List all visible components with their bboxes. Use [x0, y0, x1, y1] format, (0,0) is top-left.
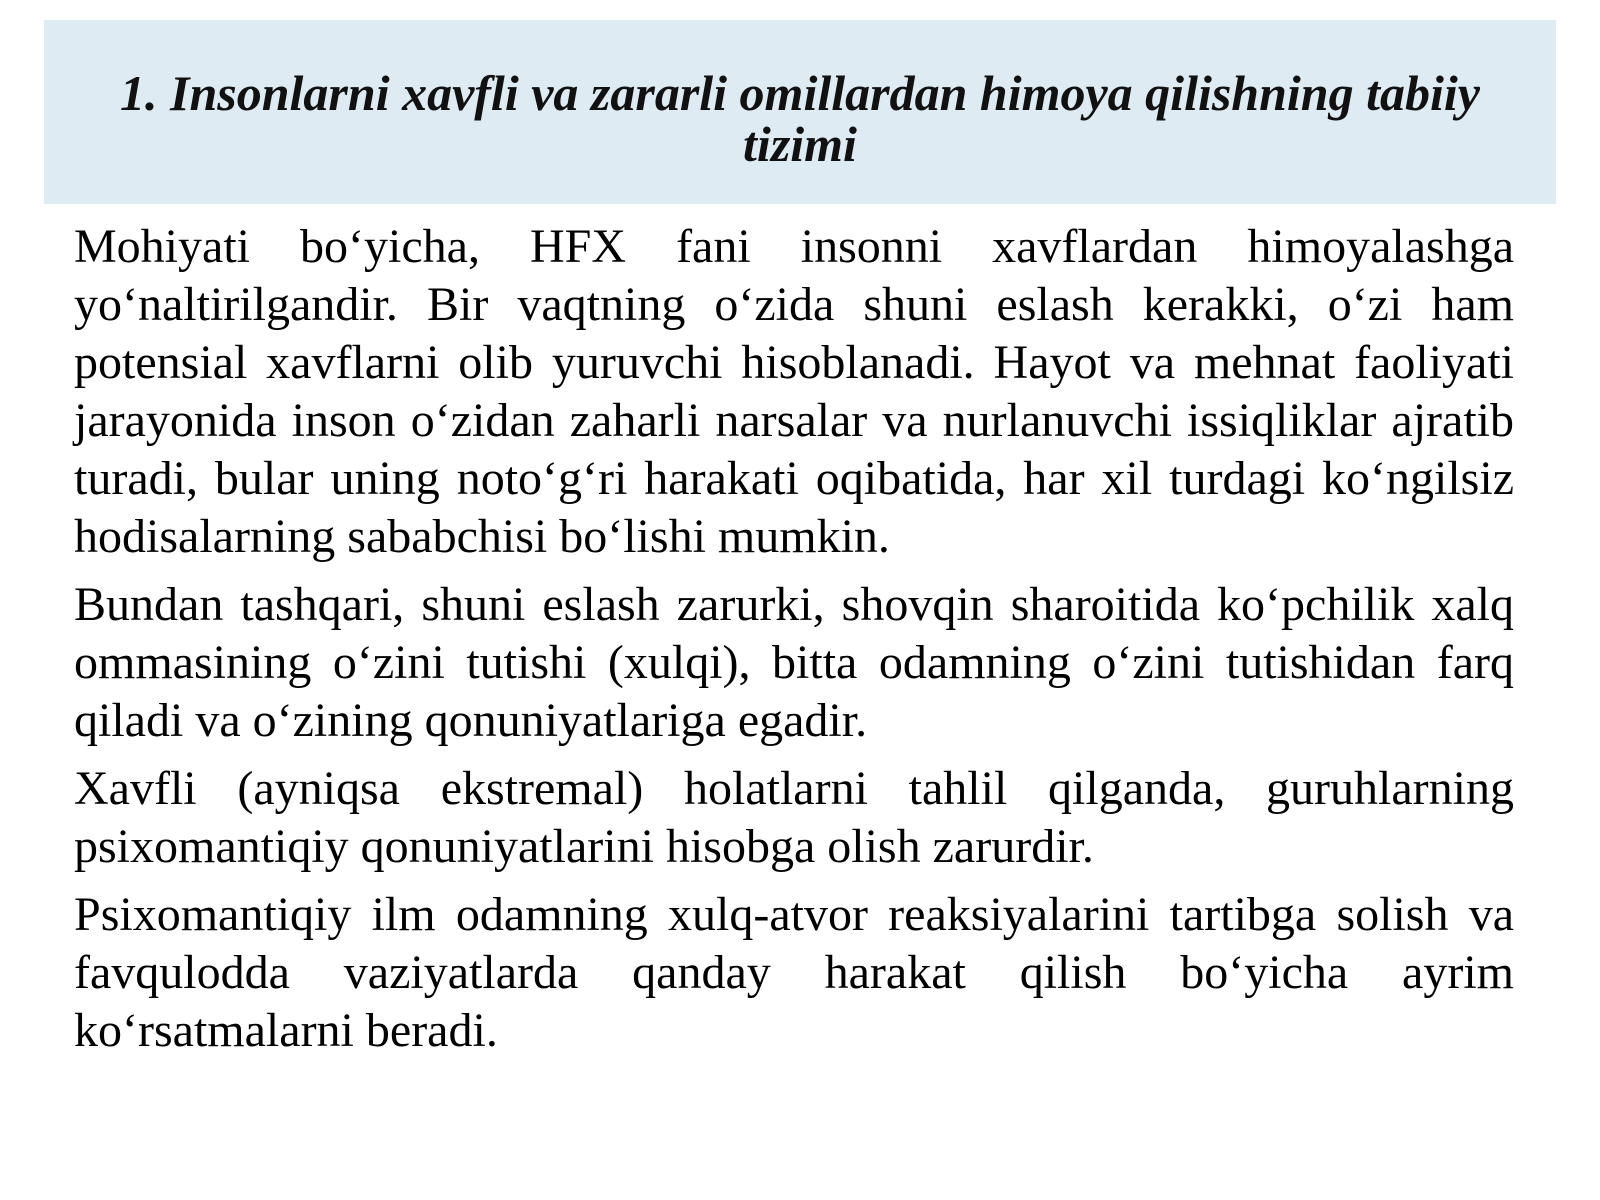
slide-title: 1. Insonlarni xavfli va zararli omillardan himoya qilishning tabiiy tizimi	[120, 65, 1480, 172]
title-banner	[44, 20, 1556, 204]
paragraph-1: Mohiyati bo‘yicha, HFX fani insonni xavflardan himoyalashga yo‘naltirilgandir. Bir vaqtning o‘zida shuni eslash kerakki, o‘zi ham potensial xavflarni olib yuruvchi hisoblanadi. Hayot va mehnat faoliyati jarayonida inson o‘zidan zaharli narsalar va nurlanuvchi issiqliklar ajratib turadi, bular uning noto‘g‘ri harakati oqibatida, har xil turdagi ko‘ngilsiz hodisalarning sababchisi bo‘lishi mumkin.	[74, 220, 1514, 563]
slide-body	[74, 218, 1514, 1070]
paragraph-3: Xavfli (ayniqsa ekstremal) holatlarni tahlil qilganda, guruhlarning psixomantiqiy qonuniyatlarini hisobga olish zarurdir.	[74, 762, 1514, 873]
paragraph-2: Bundan tashqari, shuni eslash zarurki, shovqin sharoitida ko‘pchilik xalq ommasining o‘zini tutishi (xulqi), bitta odamning o‘zini tutishidan farq qiladi va o‘zining qonuniyatlariga egadir.	[74, 578, 1514, 747]
paragraph-4: Psixomantiqiy ilm odamning xulq-atvor reaksiyalarini tartibga solish va favqulodda vaziyatlarda qanday harakat qilish bo‘yicha ayrim ko‘rsatmalarni beradi.	[74, 888, 1514, 1057]
